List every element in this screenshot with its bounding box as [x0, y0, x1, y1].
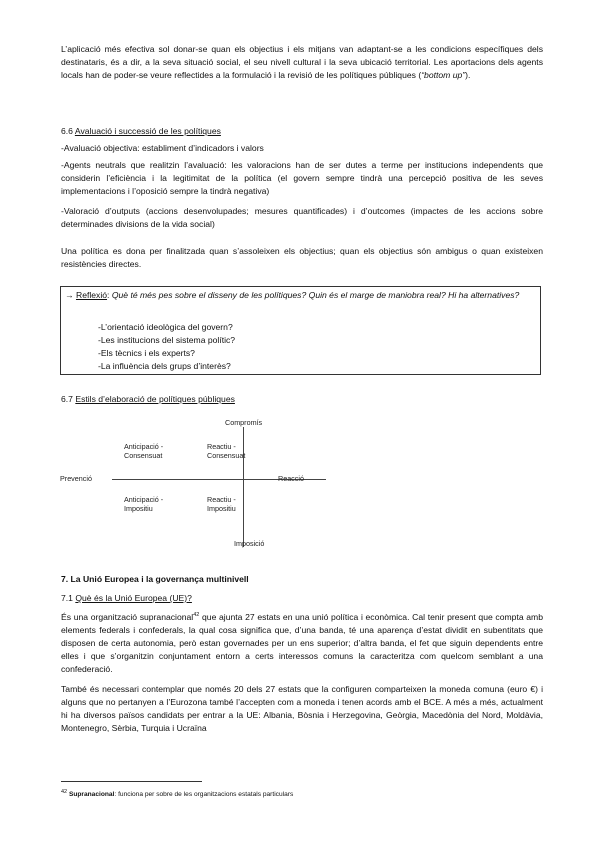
- axis-top-label: Compromís: [225, 418, 263, 427]
- reflection-colon: :: [107, 290, 112, 300]
- section-number: 6.6: [61, 126, 75, 136]
- quadrant-line-1: Reactiu -: [207, 495, 236, 504]
- quadrant-line-1: Reactiu -: [207, 442, 236, 451]
- footnote-text: : funciona per sobre de les organitzacions estatals particulars: [114, 791, 294, 799]
- section-6-7-heading: [61, 393, 235, 406]
- quadrant-line-2: Consensuat: [124, 451, 163, 460]
- section-7-1-heading: [61, 592, 192, 605]
- paragraph-finalization: Una política es dona per finalitzada quan s’assoleixen els objectius; quan els objectius són ambigus o quan existeixen resistències directes.: [61, 246, 543, 269]
- paragraph-eu-definition: [61, 609, 543, 676]
- axis-left-label: Prevenció: [60, 474, 92, 483]
- footnote-number: 42: [61, 789, 68, 795]
- bullet-neutral-agents: -Agents neutrals que realitzin l’avaluació: les valoracions han de ser dutes a terme per institucions independents que considerin l’eficiència i la legitimitat de la política (el govern sempre tindrà una percepció positiva de les seves implementacions i l’oposició sempre la tindrà negativa): [61, 160, 543, 196]
- bullet-outputs-outcomes: -Valoració d’outputs (accions desenvolupades; mesures quantificades) i d’outcomes (impactes de les accions sobre determinades divisions de la vida social): [61, 206, 543, 229]
- footnote-ref[interactable]: 42: [193, 612, 200, 618]
- paragraph-intro-end: ).: [465, 70, 471, 80]
- section-6-6-heading: [61, 125, 221, 138]
- arrow-icon: →: [65, 290, 76, 300]
- footnote-divider: [61, 781, 202, 782]
- paragraph-eurozone: També és necessari contemplar que només 20 dels 27 estats que la configuren comparteixen la moneda comuna (euro €) i alguns que no pertanyen a l’Eurozona també l’accepten com a moneda i tenen acords amb el BCE. A més a més, actualment hi ha diversos països candidats per entrar a la UE: Albania, Bòsnia i Herzegovina, Geòrgia, Macedònia del Nord, Moldàvia, Montenegro, Sèrbia, Turquia i Ucraïna: [61, 684, 543, 733]
- policy-styles-diagram: [60, 415, 360, 560]
- bullet-objective: -Avaluació objectiva: establiment d’indicadors i valors: [61, 143, 264, 153]
- section-title: Avaluació i successió de les polítiques: [74, 126, 221, 136]
- quadrant-anticipation-imposition: [124, 495, 163, 513]
- section-number: 6.7: [61, 394, 76, 404]
- quadrant-reactive-consensus: [207, 442, 245, 460]
- footnote-term: Supranacional: [67, 791, 115, 799]
- paragraph-text: que ajunta 27 estats en una unió política i econòmica. Cal tenir present que compta amb elements federals i confederals, la qual cosa significa que, d’una banda, té una aparença d’estat dividit en subentitats que disposen de certa autonomia, però estan governades per un ens superior; d’altra banda, el fet que siguin dependents entre elles i que s’organitzin conjuntament entorn a certs interessos comuns la caracteritza com quelcom semblant a una confederació.: [61, 611, 543, 674]
- paragraph-text: És una organització supranacional: [61, 611, 194, 622]
- reflection-question: [65, 289, 535, 302]
- reflection-item: -Els tècnics i els experts?: [98, 348, 195, 358]
- reflection-label: Reflexió: [75, 290, 108, 300]
- quadrant-line-1: Anticipació -: [124, 442, 164, 451]
- chapter-7-heading: 7. La Unió Europea i la governança multinivell: [61, 574, 249, 584]
- section-title: Què és la Unió Europea (UE)?: [75, 593, 192, 603]
- quadrant-line-2: Consensuat: [207, 451, 246, 460]
- axis-bottom-label: Imposició: [234, 539, 265, 548]
- quadrant-line-2: Impositiu: [207, 504, 236, 513]
- quadrant-line-1: Anticipació -: [124, 495, 164, 504]
- paragraph-intro-text: L’aplicació més efectiva sol donar-se quan els objectius i els mitjans van adaptant-se a les condicions específiques dels destinataris, és a dir, a la seva situació social, el seu nivell cultural i la seva ubicació territorial. Les aportacions dels agents locals han de poder-se veure reflectides a la formulació i la revisió de les polítiques públiques (: [61, 44, 543, 80]
- axis-right-label: Reacció: [278, 474, 304, 483]
- section-number: 7.1: [61, 593, 76, 603]
- reflection-item: -L’orientació ideològica del govern?: [98, 322, 233, 332]
- bottom-up-term: “bottom up”: [421, 70, 466, 80]
- quadrant-reactive-imposition: [207, 495, 236, 513]
- reflection-item: -La influència dels grups d’interès?: [98, 361, 231, 371]
- footnote: [61, 788, 293, 799]
- reflection-box: [60, 286, 541, 375]
- paragraph-intro: [61, 43, 543, 82]
- quadrant-anticipation-consensus: [124, 442, 163, 460]
- reflection-item: -Les institucions del sistema polític?: [98, 335, 236, 345]
- reflection-question-text: Què té més pes sobre el disseny de les polítiques? Quin és el marge de maniobra real? Hi ha alternatives?: [111, 290, 520, 300]
- quadrant-line-2: Impositiu: [124, 504, 153, 513]
- section-title: Estils d’elaboració de polítiques públiques: [75, 394, 235, 404]
